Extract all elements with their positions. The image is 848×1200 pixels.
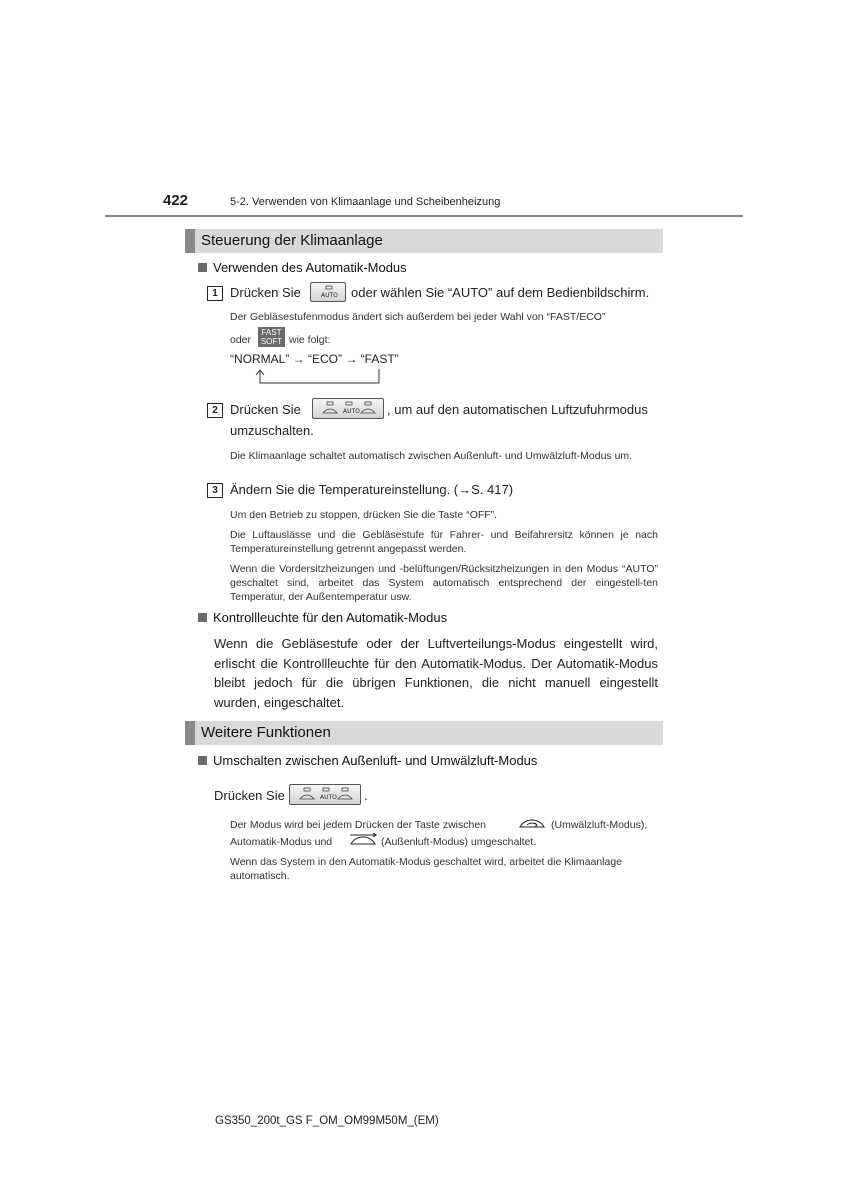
note-text: Der Gebläsestufenmodus ändert sich außerdem bei jeder Wahl von “FAST/ECO” [230, 311, 606, 323]
subsection-heading-text: Umschalten zwischen Außenluft- und Umwälzluft-Modus [213, 753, 538, 768]
auto-button-label: AUTO [321, 292, 338, 299]
square-bullet-icon [198, 613, 207, 622]
mode-sequence: “NORMAL” → “ECO” → “FAST” [230, 352, 399, 366]
step-text: Ändern Sie die Temperatureinstellung. (→S. 417) [230, 482, 514, 497]
page-number: 422 [163, 192, 189, 209]
note-text: Wenn das System in den Automatik-Modus geschaltet wird, arbeitet die Klimaanlage automatisch. [230, 856, 623, 882]
fast-label: FAST [261, 328, 282, 337]
section-title: Steuerung der Klimaanlage [201, 232, 383, 249]
note-text: Der Modus wird bei jedem Drücken der Taste zwischen [230, 819, 486, 831]
soft-label: SOFT [260, 337, 283, 346]
subsection-heading [198, 260, 407, 275]
paragraph: Wenn die Gebläsestufe oder der Luftverteilungs-Modus eingestellt wird, erlischt die Kontrollleuchte für den Automatik-Modus. Der Automatik-Modus bleibt jedoch für die übrigen Funktionen, die nicht manuell eingestellt wurden, eingeschaltet. [214, 636, 658, 710]
subsection-heading-text: Verwenden des Automatik-Modus [213, 260, 407, 275]
note-text: Wenn die Vordersitzheizungen und -belüftungen/Rücksitzheizungen in den Modus “AUTO” geschaltet sind, arbeitet das System automatisch entsprechend der eingestell-ten Temperatur, der Außentemperatur usw. [230, 563, 658, 603]
note-text: (Außenluft-Modus) umgeschaltet. [381, 836, 537, 848]
air-intake-button-icon [289, 784, 361, 805]
step-text: , um auf den automatischen Luftzufuhrmodus [387, 402, 648, 417]
instruction-text: Drücken Sie [214, 788, 285, 803]
auto-button-label: AUTO [343, 408, 360, 415]
section-heading-bar [185, 229, 663, 253]
auto-button-label: AUTO [320, 794, 337, 801]
step-number: 2 [207, 403, 223, 418]
chapter-title: 5-2. Verwenden von Klimaanlage und Scheibenheizung [230, 196, 501, 208]
section-heading-bar [185, 721, 663, 745]
air-intake-button-icon [312, 398, 384, 419]
instruction-text: . [364, 788, 368, 803]
fast-soft-button-icon [258, 327, 285, 347]
square-bullet-icon [198, 756, 207, 765]
subsection-heading [198, 753, 537, 768]
cycle-arrow-icon [252, 367, 384, 387]
note-text: Die Klimaanlage schaltet automatisch zwischen Außenluft- und Umwälzluft-Modus um. [230, 450, 633, 462]
car-recirculation-icon [517, 816, 547, 832]
step-text: oder wählen Sie “AUTO” auf dem Bedienbildschirm. [351, 285, 650, 300]
section-title: Weitere Funktionen [201, 724, 331, 741]
subsection-heading-text: Kontrollleuchte für den Automatik-Modus [213, 610, 448, 625]
header-divider [105, 215, 743, 217]
note-text: oder [230, 334, 252, 346]
step-number: 3 [207, 483, 223, 498]
step-text: umzuschalten. [230, 423, 314, 438]
document-code: GS350_200t_GS F_OM_OM99M50M_(EM) [215, 1115, 439, 1127]
note-text: wie folgt: [289, 334, 331, 346]
step-text: Drücken Sie [230, 285, 301, 300]
step-text: Drücken Sie [230, 402, 301, 417]
note-text: (Umwälzluft-Modus), [551, 819, 648, 831]
note-text: Um den Betrieb zu stoppen, drücken Sie die Taste “OFF”. [230, 509, 498, 521]
auto-button-icon [310, 282, 346, 302]
step-number: 1 [207, 286, 223, 301]
note-text: Die Luftauslässe und die Gebläsestufe für Fahrer- und Beifahrersitz können je nach Temperatureinstellung getrennt angepasst werden. [230, 529, 658, 555]
square-bullet-icon [198, 263, 207, 272]
car-outside-air-icon [348, 832, 378, 848]
subsection-heading [198, 610, 447, 625]
note-text: Automatik-Modus und [230, 836, 333, 848]
